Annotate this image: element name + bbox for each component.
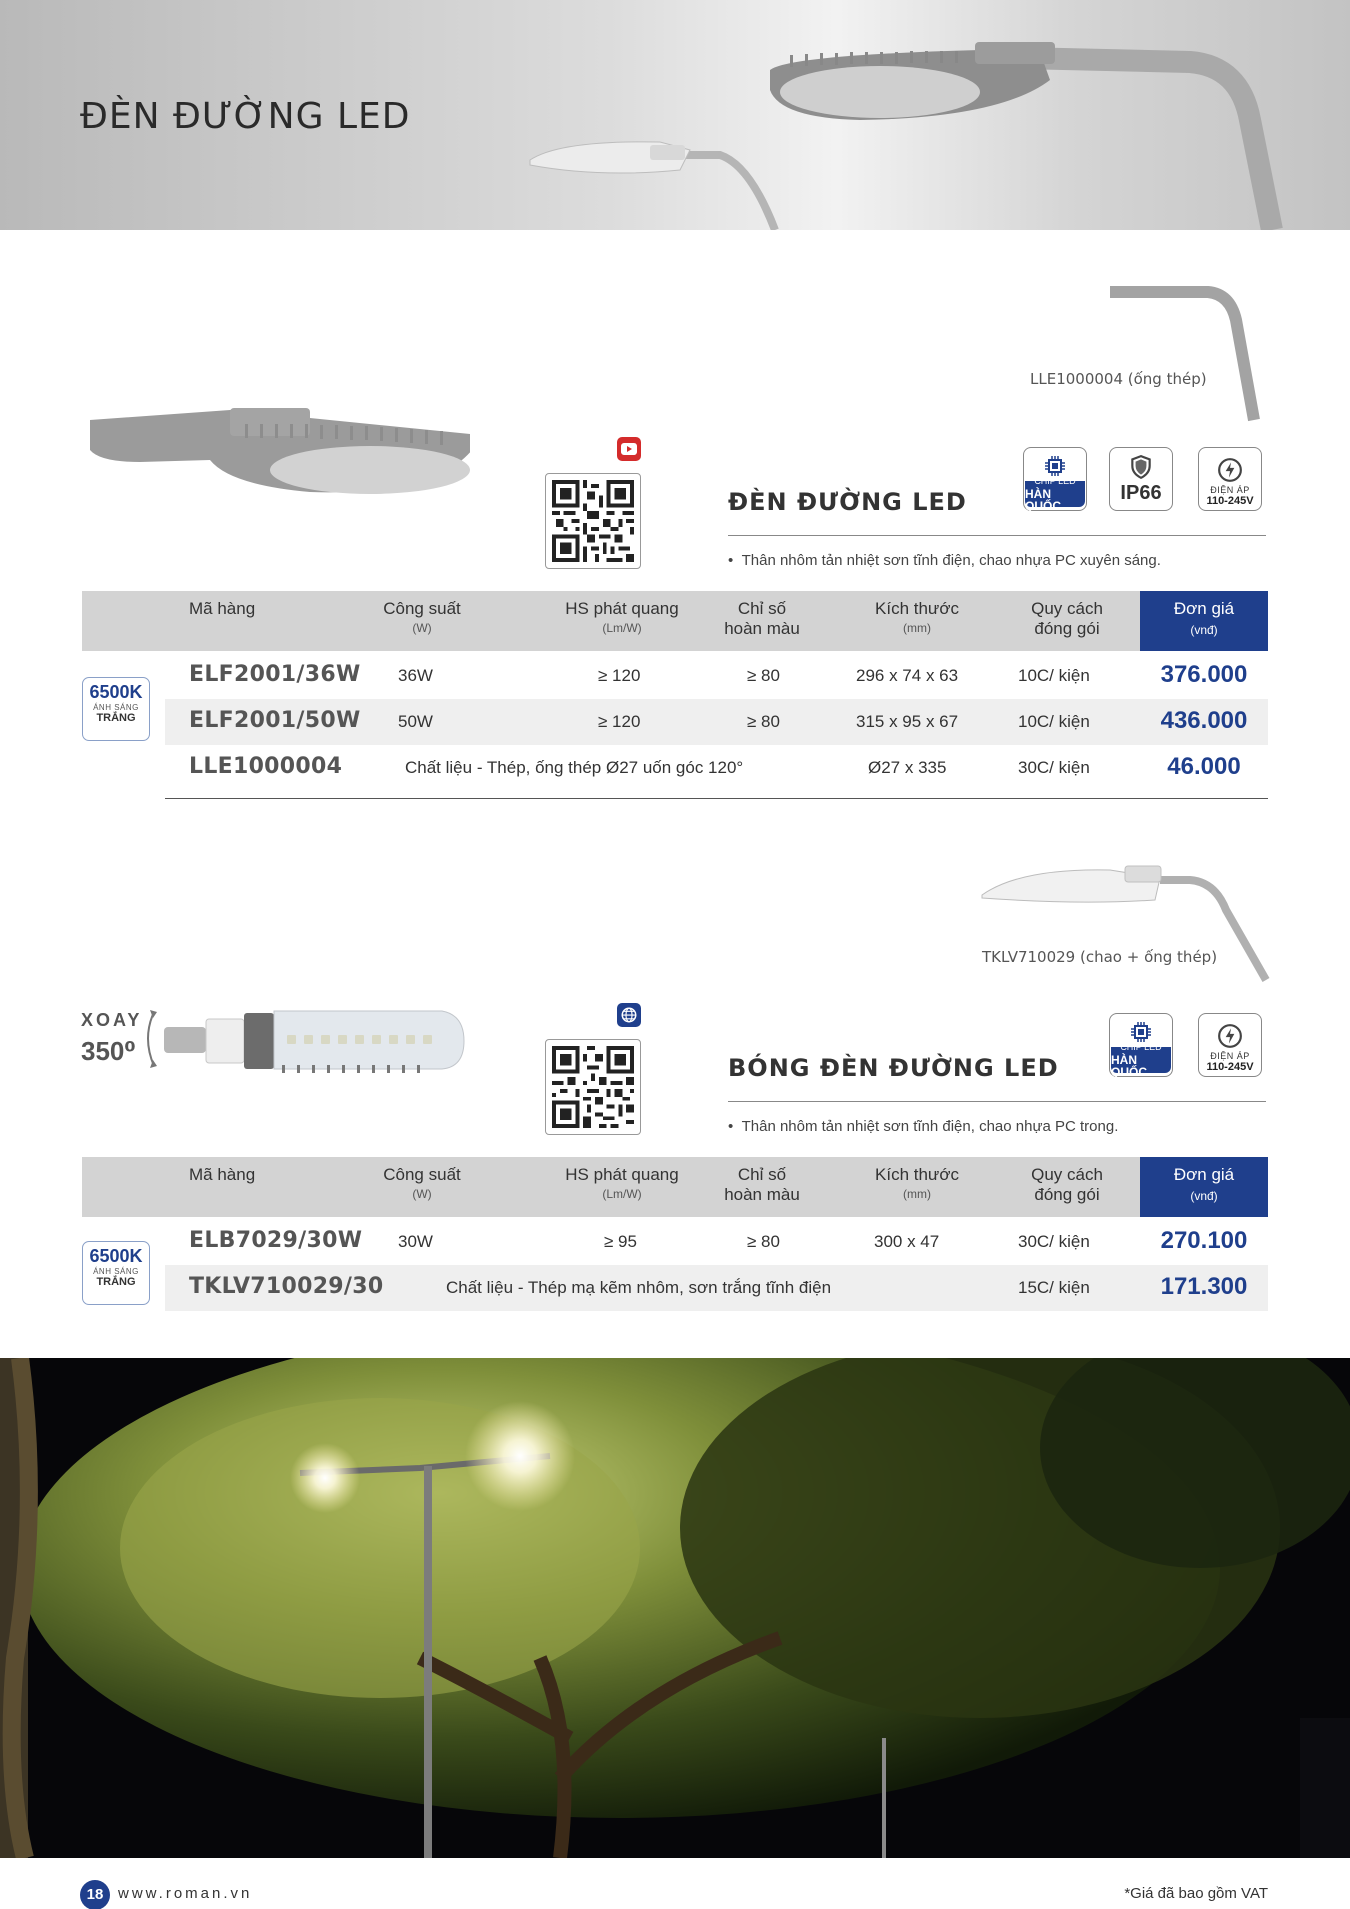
product-code: ELB7029/30W — [189, 1228, 363, 1253]
pack-value: 30C/ kiện — [1018, 758, 1090, 777]
price-value: 171.300 — [1160, 1273, 1248, 1300]
lamp-shade-pipe-image — [980, 860, 1270, 985]
efficacy-value: ≥ 95 — [604, 1232, 637, 1251]
title-divider — [728, 1101, 1266, 1102]
chip-led-badge — [1023, 447, 1087, 511]
ip-rating-label: IP66 — [1120, 482, 1162, 504]
pack-value: 10C/ kiện — [1018, 666, 1090, 685]
efficacy-value: ≥ 120 — [598, 666, 641, 685]
shield-icon — [1128, 454, 1154, 480]
col-power: Công suất (W) — [383, 1165, 461, 1202]
cri-value: ≥ 80 — [747, 1232, 780, 1251]
pack-value: 15C/ kiện — [1018, 1278, 1090, 1297]
chip-origin-label: HÀN QUỐC — [1111, 1052, 1147, 1079]
color-temp-type: TRẮNG — [96, 712, 136, 724]
page-number: 18 — [80, 1880, 110, 1909]
col-pack: Quy cách đóng gói — [1031, 1165, 1103, 1205]
steel-pipe-image — [1108, 280, 1268, 425]
youtube-icon[interactable] — [617, 437, 641, 461]
rotate-arrow-icon — [140, 1008, 160, 1070]
price-value: 436.000 — [1160, 707, 1248, 734]
section-title: ĐÈN ĐƯỜNG LED — [728, 488, 967, 516]
material-value: Chất liệu - Thép, ống thép Ø27 uốn góc 120° — [405, 758, 744, 777]
col-price: Đơn giá (vnđ) — [1140, 591, 1268, 651]
qr-code[interactable] — [545, 1039, 641, 1135]
color-temp-value: 6500K — [89, 1246, 143, 1266]
color-temp-value: 6500K — [89, 682, 143, 702]
lightning-icon — [1217, 1023, 1243, 1049]
col-cri: Chỉ số hoàn màu — [724, 1165, 800, 1205]
col-cri: Chỉ số hoàn màu — [724, 599, 800, 639]
shade-caption: TKLV710029 (chao + ống thép) — [982, 948, 1218, 966]
power-value: 50W — [398, 712, 433, 731]
size-value: 315 x 95 x 67 — [856, 712, 959, 731]
feature-bullet: • Thân nhôm tản nhiệt sơn tĩnh điện, chao nhựa PC xuyên sáng. — [728, 552, 1161, 569]
col-efficacy: HS phát quang (Lm/W) — [565, 1165, 679, 1202]
col-price: Đơn giá (vnđ) — [1140, 1157, 1268, 1217]
price-value: 46.000 — [1167, 753, 1241, 780]
table-divider — [165, 798, 1268, 799]
chip-led-label: CHIP LED — [1120, 1041, 1162, 1052]
cri-value: ≥ 80 — [747, 712, 780, 731]
product-code: LLE1000004 — [189, 754, 343, 779]
col-power: Công suất (W) — [383, 599, 461, 636]
pack-value: 30C/ kiện — [1018, 1232, 1090, 1251]
rotate-label: XOAY — [81, 1010, 143, 1030]
lightning-icon — [1217, 457, 1243, 483]
table-header — [82, 591, 1268, 651]
ip-rating-badge — [1109, 447, 1173, 511]
col-size: Kích thước (mm) — [875, 599, 959, 636]
col-code: Mã hàng — [189, 599, 256, 618]
table-row — [165, 1219, 1268, 1265]
voltage-badge — [1198, 447, 1262, 511]
product-code: TKLV710029/30 — [189, 1274, 384, 1299]
cri-value: ≥ 80 — [747, 666, 780, 685]
col-pack: Quy cách đóng gói — [1031, 599, 1103, 639]
chip-led-label: CHIP LED — [1034, 475, 1076, 486]
voltage-value: 110-245V — [1206, 495, 1254, 507]
pipe-caption: LLE1000004 (ống thép) — [1030, 370, 1207, 388]
voltage-label: ĐIỆN ÁP — [1210, 1051, 1250, 1061]
website-link[interactable]: www.roman.vn — [118, 1885, 253, 1902]
led-street-light-image — [80, 400, 470, 505]
power-value: 36W — [398, 666, 433, 685]
section-title: BÓNG ĐÈN ĐƯỜNG LED — [728, 1054, 1059, 1082]
product-code: ELF2001/50W — [189, 708, 361, 733]
table-row — [165, 1265, 1268, 1311]
power-value: 30W — [398, 1232, 433, 1251]
price-value: 270.100 — [1160, 1227, 1248, 1254]
efficacy-value: ≥ 120 — [598, 712, 641, 731]
color-temp-badge — [82, 677, 150, 741]
material-value: Chất liệu - Thép mạ kẽm nhôm, sơn trắng tĩnh điện — [446, 1278, 832, 1297]
table-row — [165, 699, 1268, 745]
tree-streetlight-illustration — [0, 1358, 1350, 1858]
voltage-badge — [1198, 1013, 1262, 1077]
size-value: 300 x 47 — [874, 1232, 940, 1251]
table-row — [165, 653, 1268, 699]
header-banner — [0, 0, 1350, 230]
chip-origin-label: HÀN QUỐC — [1025, 486, 1061, 513]
color-temp-label: ÁNH SÁNG — [93, 703, 139, 712]
col-size: Kích thước (mm) — [875, 1165, 959, 1202]
col-efficacy: HS phát quang (Lm/W) — [565, 599, 679, 636]
size-value: 296 x 74 x 63 — [856, 666, 959, 685]
feature-bullet: • Thân nhôm tản nhiệt sơn tĩnh điện, chao nhựa PC trong. — [728, 1118, 1119, 1135]
vat-note: *Giá đã bao gồm VAT — [1124, 1885, 1268, 1902]
banner-title: ĐÈN ĐƯỜNG LED — [80, 96, 411, 137]
chip-led-badge — [1109, 1013, 1173, 1077]
price-value: 376.000 — [1160, 661, 1248, 688]
led-bulb-image — [162, 1005, 467, 1077]
night-street-photo — [0, 1358, 1350, 1858]
color-temp-label: ÁNH SÁNG — [93, 1267, 139, 1276]
table-header — [82, 1157, 1268, 1217]
color-temp-badge — [82, 1241, 150, 1305]
col-code: Mã hàng — [189, 1165, 256, 1184]
voltage-label: ĐIỆN ÁP — [1210, 485, 1250, 495]
table-row — [165, 745, 1268, 791]
product-code: ELF2001/36W — [189, 662, 361, 687]
pack-value: 10C/ kiện — [1018, 712, 1090, 731]
size-value: Ø27 x 335 — [868, 758, 947, 777]
title-divider — [728, 535, 1266, 536]
color-temp-type: TRẮNG — [96, 1276, 136, 1288]
voltage-value: 110-245V — [1206, 1061, 1254, 1073]
qr-code[interactable] — [545, 473, 641, 569]
rotate-value: 350⁰ — [81, 1036, 136, 1066]
chip-icon — [1129, 1020, 1153, 1044]
globe-icon[interactable] — [617, 1003, 641, 1027]
chip-icon — [1043, 454, 1067, 478]
